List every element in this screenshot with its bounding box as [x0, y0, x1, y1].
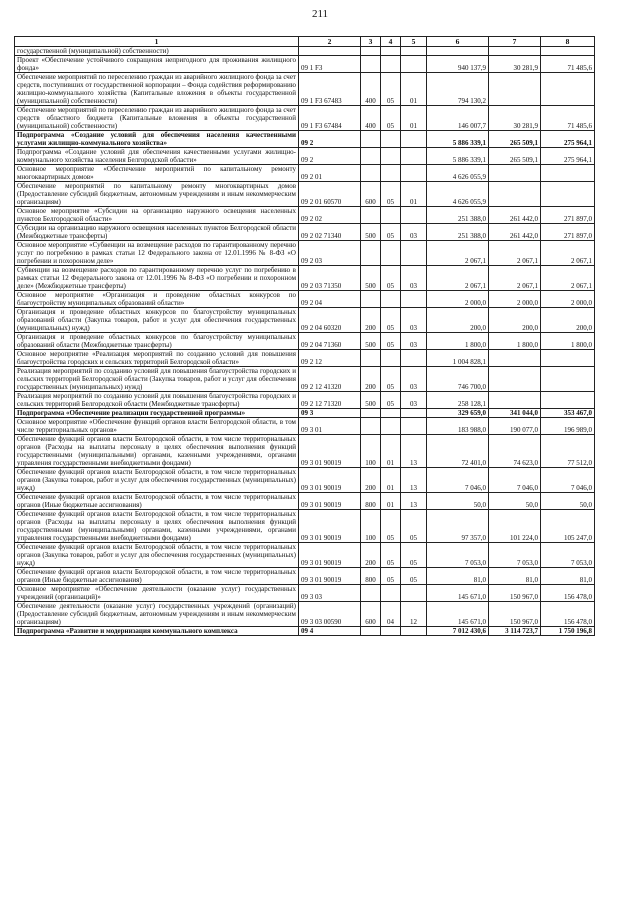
row-amount-3-cell: 275 964,1: [541, 131, 595, 148]
row-amount-2-cell: 265 509,1: [489, 148, 541, 165]
row-section-cell: 05: [381, 266, 401, 291]
table-row: [15, 510, 595, 543]
row-amount-1-cell: 72 401,0: [427, 435, 489, 468]
row-expense-type-cell: [361, 47, 381, 56]
row-expense-type-cell: [361, 56, 381, 73]
row-amount-3-cell: 275 964,1: [541, 148, 595, 165]
table-row: [15, 207, 595, 224]
row-code-cell: 09 3 01 90019: [299, 493, 361, 510]
row-name-cell: Субсидии на организацию наружного освещения населенных пунктов Белгородской области (Межбюджетные трансферты): [15, 224, 299, 241]
row-amount-1-cell: 251 388,0: [427, 224, 489, 241]
table-row: [15, 367, 595, 392]
row-amount-2-cell: 81,0: [489, 568, 541, 585]
row-amount-3-cell: 7 046,0: [541, 468, 595, 493]
row-expense-type-cell: [361, 241, 381, 266]
row-code-cell: 09 1 F3: [299, 56, 361, 73]
row-code-cell: 09 2 12 71320: [299, 392, 361, 409]
row-subsection-cell: [401, 585, 427, 602]
row-subsection-cell: [401, 291, 427, 308]
row-expense-type-cell: [361, 350, 381, 367]
table-row: [15, 56, 595, 73]
row-amount-2-cell: 74 623,0: [489, 435, 541, 468]
row-amount-1-cell: 97 357,0: [427, 510, 489, 543]
row-expense-type-cell: [361, 131, 381, 148]
row-subsection-cell: 05: [401, 510, 427, 543]
row-code-cell: 09 3: [299, 409, 361, 418]
table-row: [15, 627, 595, 636]
row-section-cell: 01: [381, 468, 401, 493]
row-name-cell: Реализация мероприятий по созданию условий для повышения благоустройства городских и сельских территорий Белгородской области (Закупка товаров, работ и услуг для обеспечения государственных (муниципальных) нужд): [15, 367, 299, 392]
row-section-cell: 05: [381, 308, 401, 333]
row-section-cell: [381, 148, 401, 165]
row-section-cell: 05: [381, 392, 401, 409]
table-row: [15, 266, 595, 291]
row-amount-1-cell: 7 046,0: [427, 468, 489, 493]
table-row: [15, 182, 595, 207]
row-expense-type-cell: 500: [361, 266, 381, 291]
row-subsection-cell: 12: [401, 602, 427, 627]
row-amount-3-cell: 71 485,6: [541, 106, 595, 131]
row-code-cell: 09 2 03 71350: [299, 266, 361, 291]
row-amount-2-cell: 30 281,9: [489, 106, 541, 131]
row-amount-2-cell: [489, 73, 541, 106]
row-amount-1-cell: 329 659,0: [427, 409, 489, 418]
row-amount-2-cell: [489, 367, 541, 392]
row-amount-3-cell: [541, 165, 595, 182]
row-section-cell: [381, 585, 401, 602]
table-row: [15, 350, 595, 367]
row-amount-3-cell: 271 897,0: [541, 224, 595, 241]
row-subsection-cell: [401, 418, 427, 435]
row-expense-type-cell: [361, 585, 381, 602]
row-name-cell: Основное мероприятие «Обеспечение функций органов власти Белгородской области, в том числе территориальных органов»: [15, 418, 299, 435]
row-amount-1-cell: 1 004 828,1: [427, 350, 489, 367]
table-row: [15, 224, 595, 241]
row-section-cell: [381, 47, 401, 56]
row-subsection-cell: 13: [401, 493, 427, 510]
row-amount-2-cell: 2 000,0: [489, 291, 541, 308]
row-code-cell: 09 2 03: [299, 241, 361, 266]
table-row: [15, 291, 595, 308]
row-subsection-cell: 03: [401, 308, 427, 333]
row-section-cell: 05: [381, 224, 401, 241]
row-code-cell: 09 4: [299, 627, 361, 636]
row-subsection-cell: 03: [401, 333, 427, 350]
row-subsection-cell: [401, 241, 427, 266]
row-subsection-cell: [401, 131, 427, 148]
row-expense-type-cell: 800: [361, 493, 381, 510]
row-subsection-cell: 05: [401, 543, 427, 568]
row-code-cell: 09 2 02: [299, 207, 361, 224]
column-header: 5: [401, 37, 427, 47]
row-code-cell: 09 2 04 71360: [299, 333, 361, 350]
row-amount-3-cell: 7 053,0: [541, 543, 595, 568]
row-section-cell: [381, 627, 401, 636]
row-name-cell: Организация и проведение областных конкурсов по благоустройству муниципальных образований области (Межбюджетные трансферты): [15, 333, 299, 350]
row-name-cell: Обеспечение мероприятий по переселению граждан из аварийного жилищного фонда за счет средств, поступивших от государственной корпорации – Фонда содействия реформированию жилищно-коммунального хозяйства (Капитальные вложения в объекты государственной (муниципальной) собственности): [15, 73, 299, 106]
table-body: [15, 47, 595, 636]
row-section-cell: 04: [381, 602, 401, 627]
row-section-cell: [381, 207, 401, 224]
row-section-cell: 05: [381, 106, 401, 131]
table-row: [15, 468, 595, 493]
row-expense-type-cell: [361, 291, 381, 308]
row-expense-type-cell: 600: [361, 602, 381, 627]
row-amount-1-cell: 1 800,0: [427, 333, 489, 350]
row-code-cell: 09 2 04 60320: [299, 308, 361, 333]
row-section-cell: 01: [381, 493, 401, 510]
row-expense-type-cell: [361, 165, 381, 182]
row-section-cell: 05: [381, 543, 401, 568]
row-amount-2-cell: 1 800,0: [489, 333, 541, 350]
row-subsection-cell: 01: [401, 73, 427, 106]
row-name-cell: Подпрограмма «Создание условий для обеспечения населения качественными услугами жилищно-коммунального хозяйства»: [15, 131, 299, 148]
row-code-cell: 09 3 01 90019: [299, 435, 361, 468]
row-amount-1-cell: 4 626 055,9: [427, 165, 489, 182]
row-amount-3-cell: 81,0: [541, 568, 595, 585]
table-row: [15, 308, 595, 333]
row-expense-type-cell: [361, 409, 381, 418]
row-subsection-cell: 13: [401, 435, 427, 468]
row-amount-3-cell: [541, 350, 595, 367]
row-name-cell: Подпрограмма «Развитие и модернизация коммунального комплекса: [15, 627, 299, 636]
row-subsection-cell: [401, 56, 427, 73]
row-amount-1-cell: 7 053,0: [427, 543, 489, 568]
row-code-cell: 09 3 01 90019: [299, 543, 361, 568]
row-amount-1-cell: 251 388,0: [427, 207, 489, 224]
row-subsection-cell: 05: [401, 568, 427, 585]
row-subsection-cell: [401, 409, 427, 418]
row-section-cell: [381, 56, 401, 73]
row-expense-type-cell: 500: [361, 392, 381, 409]
row-section-cell: [381, 131, 401, 148]
row-section-cell: 05: [381, 367, 401, 392]
row-expense-type-cell: [361, 418, 381, 435]
table-row: [15, 602, 595, 627]
column-header: 3: [361, 37, 381, 47]
row-expense-type-cell: 100: [361, 510, 381, 543]
row-name-cell: Основное мероприятие «Организация и проведение областных конкурсов по благоустройству муниципальных образований области»: [15, 291, 299, 308]
row-subsection-cell: 03: [401, 266, 427, 291]
row-amount-3-cell: 2 067,1: [541, 266, 595, 291]
row-expense-type-cell: 400: [361, 73, 381, 106]
row-amount-3-cell: 196 989,0: [541, 418, 595, 435]
table-row: [15, 241, 595, 266]
row-name-cell: Подпрограмма «Создание условий для обеспечения качественными услугами жилищно-коммунального хозяйства населения Белгородской области»: [15, 148, 299, 165]
row-code-cell: 09 3 01: [299, 418, 361, 435]
row-expense-type-cell: 200: [361, 308, 381, 333]
row-amount-2-cell: 2 067,1: [489, 241, 541, 266]
row-code-cell: 09 3 01 90019: [299, 568, 361, 585]
column-header: 6: [427, 37, 489, 47]
row-name-cell: Реализация мероприятий по созданию условий для повышения благоустройства городских и сельских территорий Белгородской области (Межбюджетные трансферты): [15, 392, 299, 409]
row-amount-2-cell: 3 114 723,7: [489, 627, 541, 636]
row-amount-1-cell: [427, 47, 489, 56]
row-name-cell: Обеспечение деятельности (оказание услуг) государственных учреждений (организаций) (Предоставление субсидий бюджетным, автономным учреждениям и иным некоммерческим организациям): [15, 602, 299, 627]
column-header: 4: [381, 37, 401, 47]
row-amount-1-cell: 746 700,0: [427, 367, 489, 392]
row-amount-3-cell: 156 478,0: [541, 585, 595, 602]
row-expense-type-cell: 500: [361, 333, 381, 350]
row-amount-2-cell: [489, 182, 541, 207]
row-amount-3-cell: 2 067,1: [541, 241, 595, 266]
column-header: 1: [15, 37, 299, 47]
row-expense-type-cell: 200: [361, 468, 381, 493]
row-name-cell: Обеспечение функций органов власти Белгородской области, в том числе территориальных органов (Закупка товаров, работ и услуг для обеспечения государственных (муниципальных) нужд): [15, 468, 299, 493]
row-amount-2-cell: 7 046,0: [489, 468, 541, 493]
row-subsection-cell: 01: [401, 182, 427, 207]
row-amount-3-cell: 271 897,0: [541, 207, 595, 224]
row-name-cell: Подпрограмма «Обеспечение реализации государственной программы»: [15, 409, 299, 418]
row-subsection-cell: 01: [401, 106, 427, 131]
row-amount-1-cell: 50,0: [427, 493, 489, 510]
row-name-cell: Обеспечение функций органов власти Белгородской области, в том числе территориальных органов (Иные бюджетные ассигнования): [15, 493, 299, 510]
row-amount-3-cell: [541, 182, 595, 207]
row-amount-1-cell: 200,0: [427, 308, 489, 333]
budget-table: [14, 36, 595, 636]
row-name-cell: Основное мероприятие «Обеспечение мероприятий по капитальному ремонту многоквартирных домов»: [15, 165, 299, 182]
row-name-cell: Обеспечение мероприятий по капитальному ремонту многоквартирных домов (Предоставление субсидий бюджетным, автономным учреждениям и иным некоммерческим организациям): [15, 182, 299, 207]
row-name-cell: Основное мероприятие «Субсидии на организацию наружного освещения населенных пунктов Белгородской области»: [15, 207, 299, 224]
table-row: [15, 409, 595, 418]
row-code-cell: 09 1 F3 67484: [299, 106, 361, 131]
row-subsection-cell: [401, 165, 427, 182]
row-code-cell: 09 1 F3 67483: [299, 73, 361, 106]
row-code-cell: 09 2 04: [299, 291, 361, 308]
row-amount-1-cell: 145 671,0: [427, 602, 489, 627]
row-amount-1-cell: 81,0: [427, 568, 489, 585]
row-section-cell: 05: [381, 73, 401, 106]
row-expense-type-cell: 800: [361, 568, 381, 585]
row-amount-2-cell: 30 281,9: [489, 56, 541, 73]
row-name-cell: Субвенции на возмещение расходов по гарантированному перечню услуг по погребению в рамках статьи 12 Федерального закона от 12.01.1996 № 8-ФЗ «О погребении и похоронном деле» (Межбюджетные трансферты): [15, 266, 299, 291]
table-row: [15, 585, 595, 602]
row-subsection-cell: 03: [401, 224, 427, 241]
table-row: [15, 165, 595, 182]
row-section-cell: [381, 291, 401, 308]
row-expense-type-cell: 200: [361, 367, 381, 392]
row-expense-type-cell: 100: [361, 435, 381, 468]
row-amount-3-cell: [541, 73, 595, 106]
row-name-cell: Основное мероприятие «Реализация мероприятий по созданию условий для повышения благоустройства городских и сельских территорий Белгородской области»: [15, 350, 299, 367]
row-section-cell: [381, 409, 401, 418]
row-amount-1-cell: 940 137,9: [427, 56, 489, 73]
row-amount-3-cell: 77 512,0: [541, 435, 595, 468]
row-expense-type-cell: [361, 627, 381, 636]
row-amount-1-cell: 183 988,0: [427, 418, 489, 435]
row-amount-2-cell: 7 053,0: [489, 543, 541, 568]
row-name-cell: Обеспечение функций органов власти Белгородской области, в том числе территориальных органов (Иные бюджетные ассигнования): [15, 568, 299, 585]
row-code-cell: 09 2 01 60570: [299, 182, 361, 207]
row-amount-2-cell: 150 967,0: [489, 585, 541, 602]
row-amount-1-cell: 146 007,7: [427, 106, 489, 131]
row-amount-1-cell: 5 886 339,1: [427, 131, 489, 148]
row-amount-3-cell: 1 800,0: [541, 333, 595, 350]
row-subsection-cell: 03: [401, 392, 427, 409]
row-amount-1-cell: 794 130,2: [427, 73, 489, 106]
table-row: [15, 392, 595, 409]
row-amount-1-cell: 258 128,1: [427, 392, 489, 409]
row-amount-3-cell: 353 467,0: [541, 409, 595, 418]
row-amount-2-cell: 101 224,0: [489, 510, 541, 543]
row-amount-1-cell: 4 626 055,9: [427, 182, 489, 207]
table-row: [15, 131, 595, 148]
row-name-cell: государственной (муниципальной) собственности): [15, 47, 299, 56]
row-amount-2-cell: 150 967,0: [489, 602, 541, 627]
row-name-cell: Организация и проведение областных конкурсов по благоустройству муниципальных образований области (Закупка товаров, работ и услуг для обеспечения государственных (муниципальных) нужд): [15, 308, 299, 333]
row-amount-1-cell: 2 067,1: [427, 266, 489, 291]
table-header-row: [15, 37, 595, 47]
row-section-cell: [381, 165, 401, 182]
row-expense-type-cell: [361, 207, 381, 224]
table-row: [15, 106, 595, 131]
page-number: 211: [311, 8, 329, 20]
table-row: [15, 493, 595, 510]
row-name-cell: Проект «Обеспечение устойчивого сокращения непригодного для проживания жилищного фонда»: [15, 56, 299, 73]
row-amount-2-cell: [489, 47, 541, 56]
row-section-cell: 01: [381, 435, 401, 468]
row-name-cell: Основное мероприятие «Обеспечение деятельности (оказание услуг) государственных учреждений (организаций)»: [15, 585, 299, 602]
row-section-cell: 05: [381, 510, 401, 543]
row-code-cell: 09 3 03: [299, 585, 361, 602]
row-amount-3-cell: [541, 367, 595, 392]
row-amount-3-cell: 50,0: [541, 493, 595, 510]
row-name-cell: Обеспечение мероприятий по переселению граждан из аварийного жилищного фонда за счет средств областного бюджета (Капитальные вложения в объекты государственной (муниципальной) собственности): [15, 106, 299, 131]
row-code-cell: [299, 47, 361, 56]
column-header: 7: [489, 37, 541, 47]
row-subsection-cell: 13: [401, 468, 427, 493]
row-amount-1-cell: 5 886 339,1: [427, 148, 489, 165]
row-section-cell: [381, 350, 401, 367]
table-row: [15, 47, 595, 56]
row-section-cell: [381, 418, 401, 435]
row-code-cell: 09 2 12: [299, 350, 361, 367]
row-code-cell: 09 3 01 90019: [299, 468, 361, 493]
row-expense-type-cell: 200: [361, 543, 381, 568]
row-amount-2-cell: 200,0: [489, 308, 541, 333]
row-code-cell: 09 3 03 00590: [299, 602, 361, 627]
row-code-cell: 09 2 01: [299, 165, 361, 182]
row-amount-2-cell: [489, 392, 541, 409]
row-subsection-cell: [401, 47, 427, 56]
table-row: [15, 543, 595, 568]
row-amount-1-cell: 2 067,1: [427, 241, 489, 266]
row-amount-3-cell: [541, 392, 595, 409]
row-section-cell: 05: [381, 568, 401, 585]
row-name-cell: Основное мероприятие «Субвенции на возмещение расходов по гарантированному перечню услуг по погребению в рамках статьи 12 Федерального закона от 12.01.1996 № 8-ФЗ «О погребении и похоронном деле»: [15, 241, 299, 266]
row-amount-2-cell: 265 509,1: [489, 131, 541, 148]
row-amount-1-cell: 145 671,0: [427, 585, 489, 602]
row-amount-2-cell: 2 067,1: [489, 266, 541, 291]
row-amount-3-cell: 200,0: [541, 308, 595, 333]
row-amount-2-cell: 50,0: [489, 493, 541, 510]
table-row: [15, 73, 595, 106]
table-row: [15, 568, 595, 585]
row-amount-2-cell: 261 442,0: [489, 224, 541, 241]
row-amount-1-cell: 2 000,0: [427, 291, 489, 308]
row-subsection-cell: [401, 148, 427, 165]
row-section-cell: 05: [381, 333, 401, 350]
row-amount-3-cell: 105 247,0: [541, 510, 595, 543]
row-code-cell: 09 2 02 71340: [299, 224, 361, 241]
row-code-cell: 09 3 01 90019: [299, 510, 361, 543]
row-amount-2-cell: 190 077,0: [489, 418, 541, 435]
row-amount-3-cell: 1 750 196,8: [541, 627, 595, 636]
row-name-cell: Обеспечение функций органов власти Белгородской области, в том числе территориальных органов (Закупка товаров, работ и услуг для обеспечения государственных (муниципальных) нужд): [15, 543, 299, 568]
row-amount-3-cell: 156 478,0: [541, 602, 595, 627]
table-row: [15, 435, 595, 468]
row-section-cell: [381, 241, 401, 266]
row-amount-1-cell: 7 012 430,6: [427, 627, 489, 636]
row-section-cell: 05: [381, 182, 401, 207]
row-amount-2-cell: 341 044,0: [489, 409, 541, 418]
row-expense-type-cell: 600: [361, 182, 381, 207]
row-name-cell: Обеспечение функций органов власти Белгородской области, в том числе территориальных органов (Расходы на выплаты персоналу в целях обеспечения выполнения функций государственными (муниципальными) органами, казенными учреждениями, органами управления государственными внебюджетными фондами): [15, 510, 299, 543]
column-header: 2: [299, 37, 361, 47]
row-amount-3-cell: [541, 47, 595, 56]
row-expense-type-cell: 400: [361, 106, 381, 131]
row-amount-2-cell: 261 442,0: [489, 207, 541, 224]
row-code-cell: 09 2 12 41320: [299, 367, 361, 392]
row-amount-2-cell: [489, 350, 541, 367]
row-subsection-cell: [401, 207, 427, 224]
row-subsection-cell: [401, 350, 427, 367]
row-code-cell: 09 2: [299, 148, 361, 165]
row-expense-type-cell: 500: [361, 224, 381, 241]
row-subsection-cell: 03: [401, 367, 427, 392]
row-amount-3-cell: 2 000,0: [541, 291, 595, 308]
row-amount-2-cell: [489, 165, 541, 182]
row-subsection-cell: [401, 627, 427, 636]
table-row: [15, 333, 595, 350]
row-name-cell: Обеспечение функций органов власти Белгородской области, в том числе территориальных органов (Расходы на выплаты персоналу в целях обеспечения выполнения функций государственными (муниципальными) органами, казенными учреждениями, органами управления государственными внебюджетными фондами): [15, 435, 299, 468]
row-expense-type-cell: [361, 148, 381, 165]
row-amount-3-cell: 71 485,6: [541, 56, 595, 73]
row-code-cell: 09 2: [299, 131, 361, 148]
table-row: [15, 148, 595, 165]
column-header: 8: [541, 37, 595, 47]
table-row: [15, 418, 595, 435]
